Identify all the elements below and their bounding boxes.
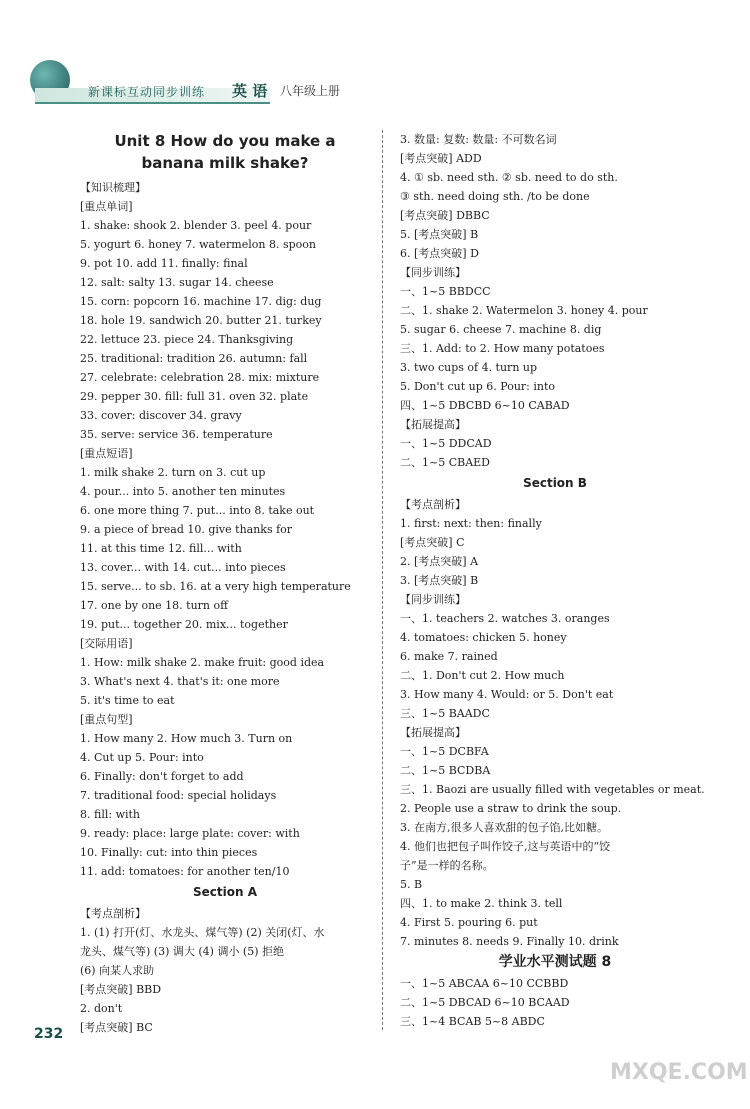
grade-label: 八年级上册: [280, 84, 341, 98]
answer-line: 【同步训练】: [400, 266, 466, 279]
answer-line: 三、1~4 BCAB 5~8 ABDC: [400, 1015, 545, 1028]
answer-line: 33. cover: discover 34. gravy: [80, 409, 242, 422]
answer-line: 4. ① sb. need sth. ② sb. need to do sth.: [400, 171, 618, 184]
answer-line: 15. corn: popcorn 16. machine 17. dig: dug: [80, 295, 322, 308]
right-lines-1: [400, 130, 710, 472]
answer-line: 9. a piece of bread 10. give thanks for: [80, 523, 293, 536]
answer-line: 5. Don't cut up 6. Pour: into: [400, 380, 556, 393]
right-lines-3: [400, 974, 710, 1031]
answer-line: 19. put... together 20. mix... together: [80, 618, 288, 631]
answer-line: 一、1~5 DCBFA: [400, 745, 489, 758]
left-lines: [80, 178, 370, 881]
answer-line: 二、1. shake 2. Watermelon 3. honey 4. pour: [400, 304, 648, 317]
answer-line: 5. it's time to eat: [80, 694, 175, 707]
answer-line: 6. make 7. rained: [400, 650, 498, 663]
test-title: 学业水平测试题 8: [498, 954, 612, 970]
section-b-title: Section B: [523, 476, 587, 490]
answer-line: 5. sugar 6. cheese 7. machine 8. dig: [400, 323, 602, 336]
answer-line: 6. [考点突破] D: [400, 247, 479, 260]
answer-line: 5. yogurt 6. honey 7. watermelon 8. spoon: [80, 238, 316, 251]
answer-line: 1. How: milk shake 2. make fruit: good idea: [80, 656, 325, 669]
left-column: [80, 130, 370, 1037]
answer-line: 2. don't: [80, 1002, 123, 1015]
answer-line: 【考点剖析】: [400, 498, 466, 511]
answer-line: 7. minutes 8. needs 9. Finally 10. drink: [400, 935, 619, 948]
answer-line: 3. 数量: 复数: 数量: 不可数名词: [400, 133, 557, 146]
answer-line: 35. serve: service 36. temperature: [80, 428, 273, 441]
answer-line: 【知识梳理】: [80, 181, 146, 194]
answer-line: 【考点剖析】: [80, 907, 146, 920]
watermark: MXQE.COM: [610, 1060, 748, 1085]
answer-line: 1. (1) 打开(灯、水龙头、煤气等) (2) 关闭(灯、水: [80, 926, 325, 939]
answer-line: ③ sth. need doing sth. /to be done: [400, 190, 590, 203]
answer-line: 龙头、煤气等) (3) 调大 (4) 调小 (5) 拒绝: [80, 945, 285, 958]
answer-line: 一、1~5 ABCAA 6~10 CCBBD: [400, 977, 569, 990]
right-column: [400, 130, 710, 1031]
answer-line: 三、1~5 BAADC: [400, 707, 490, 720]
answer-line: 一、1. teachers 2. watches 3. oranges: [400, 612, 610, 625]
answer-line: [重点单词]: [80, 200, 133, 213]
answer-line: 15. serve... to sb. 16. at a very high temperature: [80, 580, 351, 593]
answer-line: 6. one more thing 7. put... into 8. take out: [80, 504, 315, 517]
answer-line: 1. first: next: then: finally: [400, 517, 542, 530]
unit-title: [80, 130, 370, 174]
answer-line: 二、1. Don't cut 2. How much: [400, 669, 565, 682]
answer-line: 1. shake: shook 2. blender 3. peel 4. pour: [80, 219, 312, 232]
column-divider: [382, 130, 383, 1030]
answer-line: 27. celebrate: celebration 28. mix: mixture: [80, 371, 320, 384]
answer-line: 13. cover... with 14. cut... into pieces: [80, 561, 286, 574]
answer-line: 3. 在南方,很多人喜欢甜的包子馅,比如糖。: [400, 821, 608, 834]
answer-line: 12. salt: salty 13. sugar 14. cheese: [80, 276, 274, 289]
answer-line: 11. at this time 12. fill... with: [80, 542, 242, 555]
answer-line: [考点突破] DBBC: [400, 209, 490, 222]
answer-line: 二、1~5 BCDBA: [400, 764, 491, 777]
answer-line: [交际用语]: [80, 637, 133, 650]
series-title: 新课标互动同步训练: [88, 85, 206, 99]
right-lines-2: [400, 495, 710, 951]
answer-line: 一、1~5 BBDCC: [400, 285, 491, 298]
answer-line: 二、1~5 DBCAD 6~10 BCAAD: [400, 996, 570, 1009]
answer-line: 四、1~5 DBCBD 6~10 CABAD: [400, 399, 570, 412]
answer-line: [重点句型]: [80, 713, 133, 726]
answer-line: [考点突破] C: [400, 536, 465, 549]
subject-label: 英 语: [232, 82, 268, 100]
unit-title-line-1: Unit 8 How do you make a: [114, 132, 336, 150]
answer-line: 【拓展提高】: [400, 726, 466, 739]
answer-line: 5. [考点突破] B: [400, 228, 479, 241]
answer-line: 9. pot 10. add 11. finally: final: [80, 257, 248, 270]
answer-line: 17. one by one 18. turn off: [80, 599, 228, 612]
answer-line: 4. tomatoes: chicken 5. honey: [400, 631, 567, 644]
answer-line: 9. ready: place: large plate: cover: with: [80, 827, 300, 840]
answer-line: 4. 他们也把包子叫作饺子,这与英语中的“饺: [400, 840, 611, 853]
answer-line: 29. pepper 30. fill: full 31. oven 32. plate: [80, 390, 309, 403]
answer-line: 2. People use a straw to drink the soup.: [400, 802, 622, 815]
answer-line: 2. [考点突破] A: [400, 555, 479, 568]
answer-line: 6. Finally: don't forget to add: [80, 770, 244, 783]
answer-line: 11. add: tomatoes: for another ten/10: [80, 865, 290, 878]
answer-line: 3. [考点突破] B: [400, 574, 479, 587]
answer-line: 3. How many 4. Would: or 5. Don't eat: [400, 688, 614, 701]
page-header: [0, 0, 750, 110]
answer-line: 4. First 5. pouring 6. put: [400, 916, 538, 929]
answer-line: 22. lettuce 23. piece 24. Thanksgiving: [80, 333, 294, 346]
left-lines-2: [80, 904, 370, 1037]
answer-line: 三、1. Baozi are usually filled with vegetables or meat.: [400, 783, 705, 796]
answer-line: [考点突破] BC: [80, 1021, 153, 1034]
answer-line: 4. Cut up 5. Pour: into: [80, 751, 204, 764]
answer-line: 8. fill: with: [80, 808, 141, 821]
answer-line: 一、1~5 DDCAD: [400, 437, 492, 450]
section-a-title: Section A: [193, 885, 257, 899]
page-number: 232: [34, 1026, 64, 1042]
answer-line: 10. Finally: cut: into thin pieces: [80, 846, 258, 859]
answer-line: 子”是一样的名称。: [400, 859, 494, 872]
answer-line: [考点突破] BBD: [80, 983, 162, 996]
answer-line: 3. two cups of 4. turn up: [400, 361, 538, 374]
answer-line: 【拓展提高】: [400, 418, 466, 431]
answer-line: 4. pour... into 5. another ten minutes: [80, 485, 286, 498]
answer-line: 三、1. Add: to 2. How many potatoes: [400, 342, 605, 355]
answer-line: 18. hole 19. sandwich 20. butter 21. turkey: [80, 314, 322, 327]
answer-line: 二、1~5 CBAED: [400, 456, 491, 469]
answer-line: [重点短语]: [80, 447, 133, 460]
answer-line: [考点突破] ADD: [400, 152, 482, 165]
answer-line: 7. traditional food: special holidays: [80, 789, 277, 802]
answer-line: 1. milk shake 2. turn on 3. cut up: [80, 466, 266, 479]
answer-line: (6) 向某人求助: [80, 964, 155, 977]
answer-line: 四、1. to make 2. think 3. tell: [400, 897, 563, 910]
answer-line: 1. How many 2. How much 3. Turn on: [80, 732, 293, 745]
answer-line: 3. What's next 4. that's it: one more: [80, 675, 280, 688]
answer-line: 25. traditional: tradition 26. autumn: fall: [80, 352, 308, 365]
unit-title-line-2: banana milk shake?: [141, 154, 309, 172]
answer-line: 5. B: [400, 878, 423, 891]
answer-line: 【同步训练】: [400, 593, 466, 606]
